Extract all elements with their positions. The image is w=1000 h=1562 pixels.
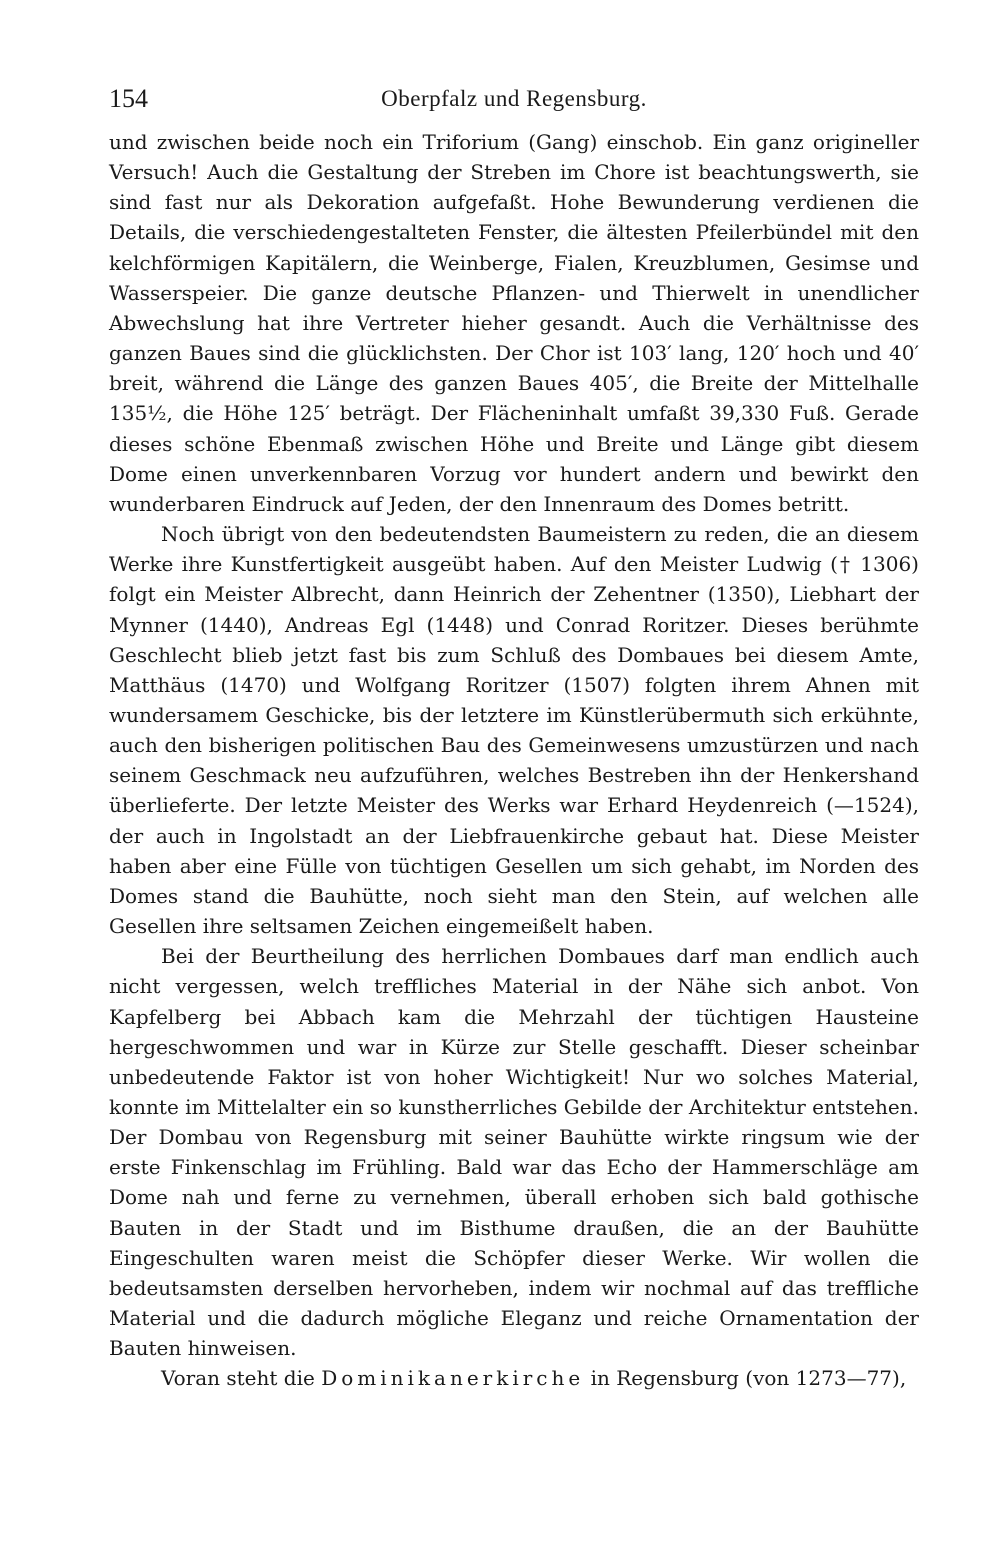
page-number: 154 xyxy=(109,84,148,113)
running-title: Oberpfalz und Regensburg. xyxy=(381,86,647,111)
paragraph-3: Bei der Beurtheilung des herrlichen Dombaues darf man endlich auch nicht vergessen, welch treffliches Material in der Nähe sich anbot. Von Kapfelberg bei Abbach kam die Mehrzahl der tüchtigen Hausteine hergeschwommen und war in Kürze zur Stelle geschafft. Dieser scheinbar unbedeutende Faktor ist von hoher Wichtigkeit! Nur wo solches Material, konnte im Mittelalter ein so kunstherrliches Gebilde der Architektur entstehen. Der Dombau von Regensburg mit seiner Bauhütte wirkte ringsum wie der erste Finkenschlag im Frühling. Bald war das Echo der Hammerschläge am Dome nah und ferne zu vernehmen, überall erhoben sich bald gothische Bauten in der Stadt und im Bisthume draußen, die an der Bauhütte Eingeschulten waren meist die Schöpfer dieser Werke. Wir wollen die bedeutsamsten derselben hervorheben, indem wir nochmal auf das treffliche Material und die dadurch mögliche Eleganz und reiche Ornamentation der Bauten hinweisen. xyxy=(109,944,919,1361)
paragraph-4-lead: Voran steht die xyxy=(161,1366,322,1391)
emphasized-term: Dominikanerkirche xyxy=(321,1366,585,1391)
paragraph-4 xyxy=(109,1363,919,1393)
paragraph-1: und zwischen beide noch ein Triforium (Gang) einschob. Ein ganz origineller Versuch! Auch die Gestaltung der Streben im Chore ist beachtungswerth, sie sind fast nur als Dekoration aufgefaßt. Hohe Bewunderung verdienen die Details, die verschiedengestalteten Fenster, die ältesten Pfeilerbündel mit den kelchförmigen Kapitälern, die Weinberge, Fialen, Kreuzblumen, Gesimse und Wasserspeier. Die ganze deutsche Pflanzen- und Thierwelt in unendlicher Abwechslung hat ihre Vertreter hieher gesandt. Auch die Verhältnisse des ganzen Baues sind die glücklichsten. Der Chor ist 103′ lang, 120′ hoch und 40′ breit, während die Länge des ganzen Baues 405′, die Breite der Mittelhalle 135½, die Höhe 125′ beträgt. Der Flächeninhalt umfaßt 39,330 Fuß. Gerade dieses schöne Ebenmaß zwischen Höhe und Breite und Länge gibt diesem Dome einen unverkennbaren Vorzug vor hundert andern und bewirkt den wunderbaren Eindruck auf Jeden, der den Innenraum des Domes betritt. xyxy=(109,130,919,516)
paragraph-2: Noch übrigt von den bedeutendsten Baumeistern zu reden, die an diesem Werke ihre Kunstfertigkeit ausgeübt haben. Auf den Meister Ludwig († 1306) folgt ein Meister Albrecht, dann Heinrich der Zehentner (1350), Liebhart der Mynner (1440), Andreas Egl (1448) und Conrad Roritzer. Dieses berühmte Geschlecht blieb jetzt fast bis zum Schluß des Dombaues bei diesem Amte, Matthäus (1470) und Wolfgang Roritzer (1507) folgten ihrem Ahnen mit wundersamem Geschicke, bis der letztere im Künstlerübermuth sich erkühnte, auch den bisherigen politischen Bau des Gemeinwesens umzustürzen und nach seinem Geschmack neu aufzuführen, welches Bestreben ihn der Henkershand überlieferte. Der letzte Meister des Werks war Erhard Heydenreich (—1524), der auch in Ingolstadt an der Liebfrauenkirche gebaut hat. Diese Meister haben aber eine Fülle von tüchtigen Gesellen um sich gehabt, im Norden des Domes stand die Bauhütte, noch sieht man den Stein, auf welchen alle Gesellen ihre seltsamen Zeichen eingemeißelt haben. xyxy=(109,522,919,939)
paragraph-4-tail: in Regensburg (von 1273—77), xyxy=(584,1366,907,1391)
page-header xyxy=(109,84,919,124)
body-text xyxy=(109,127,919,1394)
